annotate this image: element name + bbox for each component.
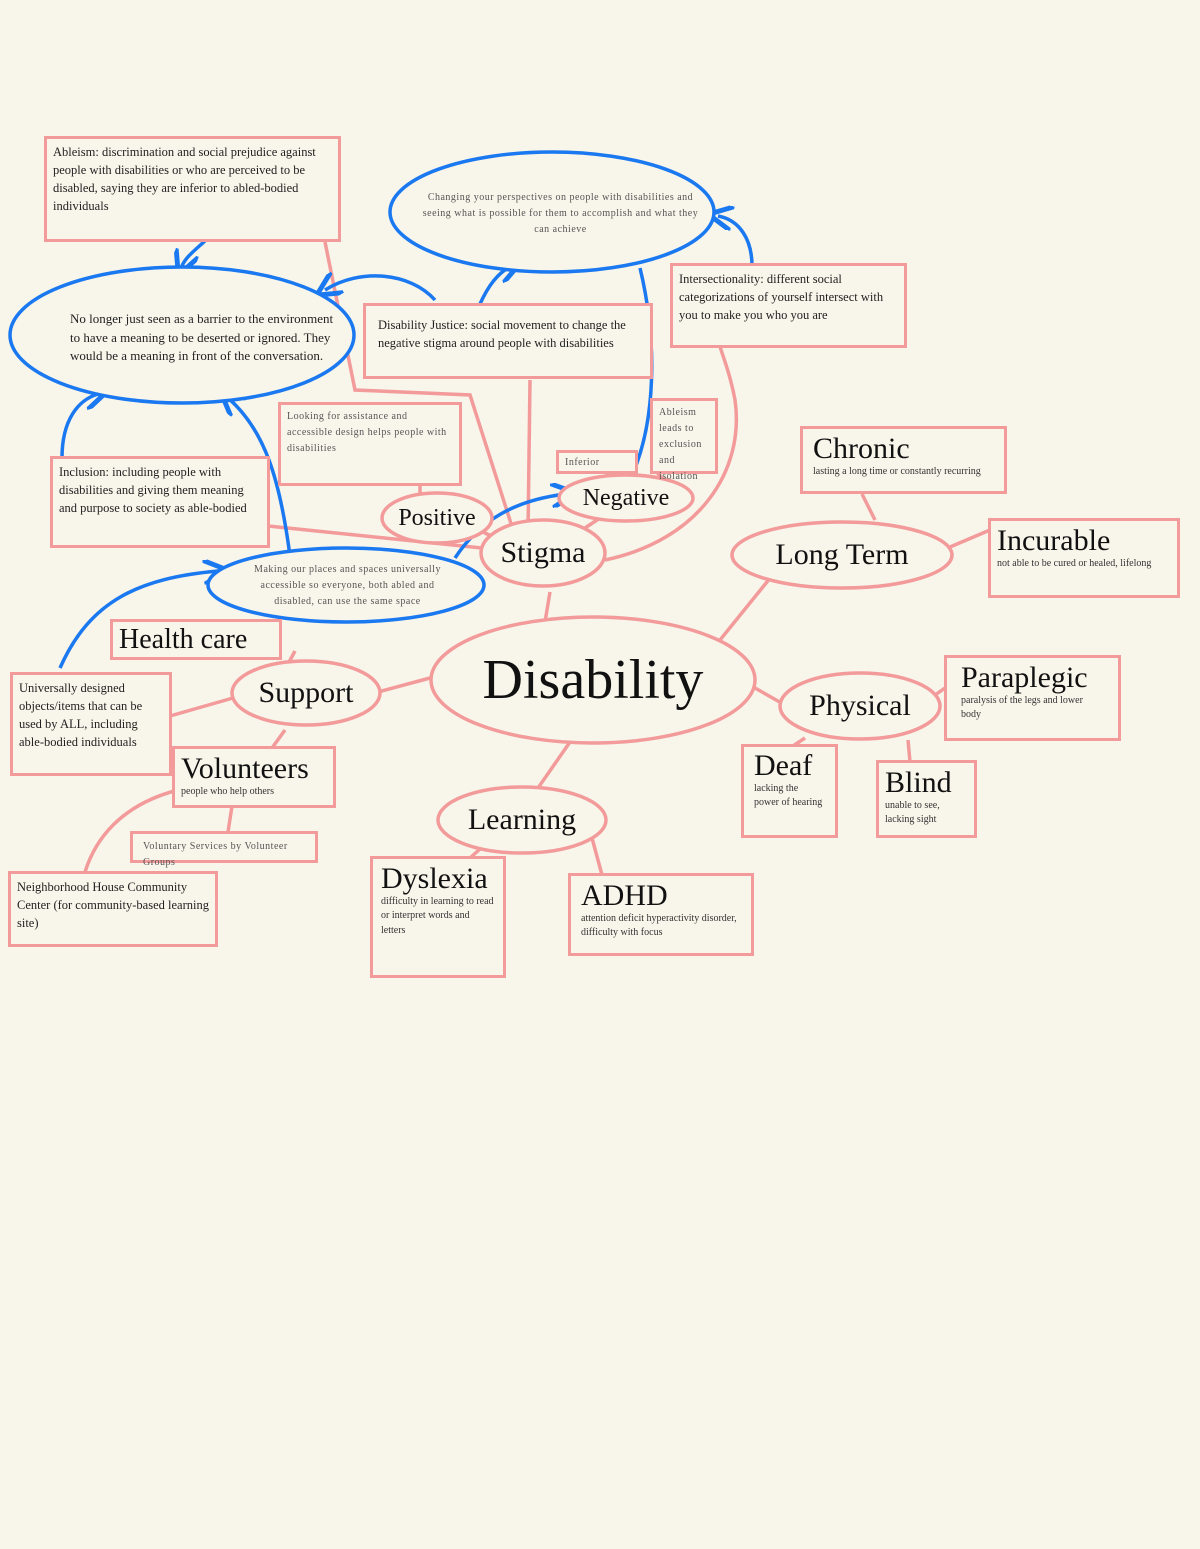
positive-note-box (278, 402, 462, 486)
ableism-text: Ableism: discrimination and social prejudice against people with disabilities or who are perceived to be disabled, saying they are inferior to abled-bodied individuals (53, 145, 316, 214)
health-care-box (110, 619, 282, 660)
link-longterm-chronic (862, 494, 875, 520)
incurable-title: Incurable (997, 524, 1111, 557)
chronic-box (800, 426, 1007, 494)
arrow-ableism-to-ellipse (182, 238, 208, 266)
link-center-support (378, 678, 430, 692)
disability-justice-box (363, 303, 653, 379)
negative-small-text: Inferior (565, 457, 600, 468)
neighborhood-house-box (8, 871, 218, 947)
top-perspective-text: Changing your perspectives on people with disabilities and seeing what is possible for them to accomplish and what they can achieve (422, 192, 699, 235)
chronic-desc: lasting a long time or constantly recurring (813, 465, 981, 477)
link-volunteers-voluntary (228, 806, 232, 832)
universal-design-box (10, 672, 172, 776)
link-physical-blind (908, 740, 910, 762)
voluntary-services-text: Voluntary Services by Volunteer Groups (143, 841, 288, 868)
volunteers-box (172, 746, 336, 808)
dyslexia-box (370, 856, 506, 978)
adhd-title: ADHD (581, 879, 668, 912)
dyslexia-title: Dyslexia (381, 862, 488, 895)
disability-justice-text: Disability Justice: social movement to change the negative stigma around people with disabilities (378, 318, 626, 351)
negative-note-box (650, 398, 718, 482)
ableism-box (44, 136, 341, 242)
universal-design-text: Universally designed objects/items that can be used by ALL, including able-bodied individuals (19, 681, 143, 750)
blind-desc: unable to see, lacking sight (885, 799, 940, 825)
deaf-desc: lacking the power of hearing (754, 782, 823, 808)
incurable-desc: not able to be cured or healed, lifelong (997, 557, 1152, 569)
stigma-label: Stigma (500, 536, 586, 569)
voluntary-services-box (130, 831, 318, 868)
adhd-desc: attention deficit hyperactivity disorder, difficulty with focus (581, 912, 737, 938)
deaf-title: Deaf (754, 749, 813, 782)
inclusion-box (50, 456, 270, 548)
volunteers-desc: people who help others (181, 785, 275, 797)
inclusion-text: Inclusion: including people with disabilities and giving them meaning and purpose to society as able-bodied (59, 465, 247, 516)
intersectionality-box (670, 263, 907, 348)
link-support-universal (170, 696, 240, 716)
support-label: Support (258, 676, 354, 709)
incurable-box (988, 518, 1180, 598)
volunteers-title: Volunteers (181, 752, 309, 785)
blind-title: Blind (885, 766, 952, 799)
adhd-box (568, 873, 754, 956)
disability-label: Disability (482, 649, 704, 711)
chronic-title: Chronic (813, 432, 910, 465)
dyslexia-desc: difficulty in learning to read or interpret words and letters (381, 895, 494, 936)
learning-label: Learning (467, 803, 577, 836)
link-longterm-incurable (950, 530, 990, 547)
deaf-box (741, 744, 838, 838)
positive-label: Positive (398, 504, 476, 531)
physical-label: Physical (809, 689, 911, 722)
paraplegic-desc: paralysis of the legs and lower body (961, 694, 1083, 720)
universal-access-text: Making our places and spaces universally accessible so everyone, both abled and disabled, can use the same space (254, 564, 441, 607)
negative-label: Negative (582, 484, 670, 511)
arrow-justice-to-top (480, 266, 512, 304)
longterm-label: Long Term (775, 538, 909, 571)
arrow-justice-to-ellipse (325, 276, 435, 300)
arrow-inclusion-to-ellipse (62, 394, 98, 458)
paraplegic-box (944, 655, 1121, 741)
link-center-learning (538, 742, 570, 788)
no-longer-text: No longer just seen as a barrier to the environment to have a meaning to be deserted or ignored. They would be a meaning in front of the conversation. (70, 310, 334, 364)
intersectionality-text: Intersectionality: different social categorizations of yourself intersect with you to make you who you are (679, 272, 884, 323)
link-stigma-justice (528, 380, 530, 534)
paraplegic-title: Paraplegic (961, 661, 1088, 694)
negative-note-text: Ableism leads to exclusion and isolation (659, 407, 702, 482)
blind-box (876, 760, 977, 838)
health-care-title: Health care (119, 624, 248, 655)
neighborhood-house-text: Neighborhood House Community Center (for community-based learning site) (17, 880, 209, 931)
arrow-intersect-to-top (718, 216, 752, 266)
negative-small-box (556, 450, 638, 474)
positive-note-text: Looking for assistance and accessible design helps people with disabilities (287, 411, 447, 454)
